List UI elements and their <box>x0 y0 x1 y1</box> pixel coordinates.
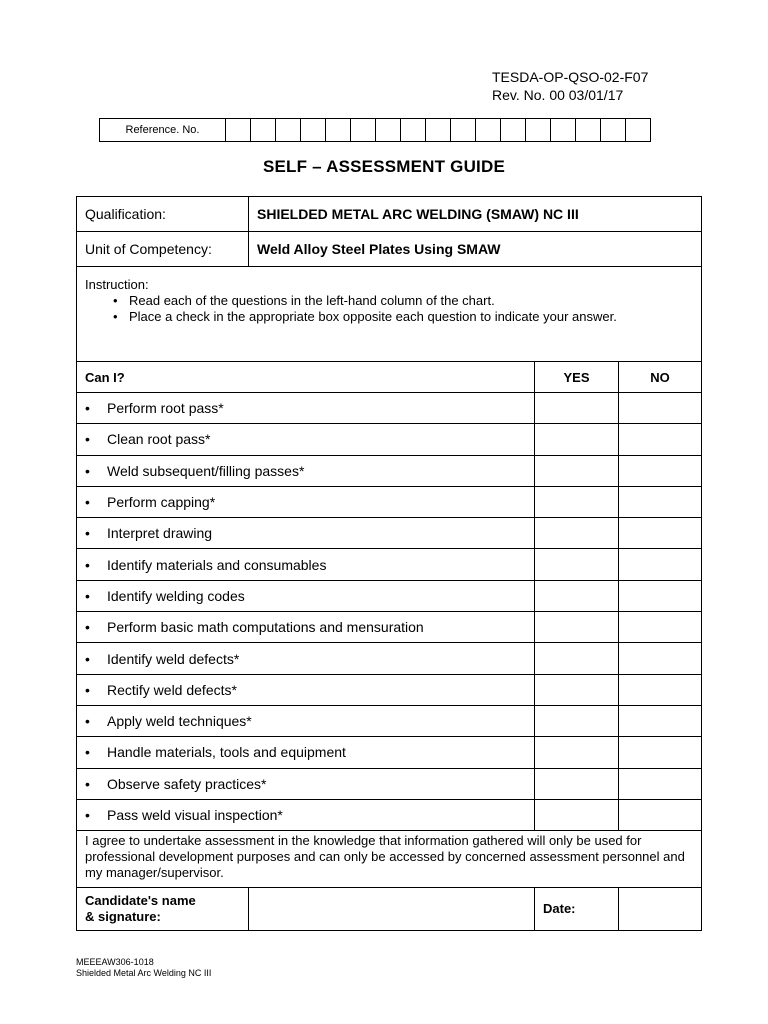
unit-row <box>77 232 702 267</box>
yes-checkbox-cell[interactable] <box>535 580 619 611</box>
column-header-no: NO <box>619 362 702 393</box>
question-cell <box>77 518 535 549</box>
reference-digit-box[interactable] <box>276 119 301 142</box>
qualification-row <box>77 197 702 232</box>
reference-digit-box[interactable] <box>476 119 501 142</box>
no-checkbox-cell[interactable] <box>619 455 702 486</box>
assessment-table <box>76 196 702 931</box>
yes-checkbox-cell[interactable] <box>535 518 619 549</box>
reference-digit-box[interactable] <box>626 119 651 142</box>
question-text: Rectify weld defects* <box>107 681 237 698</box>
unit-label: Unit of Competency: <box>77 232 249 267</box>
consent-text: I agree to undertake assessment in the knowledge that information gathered will only be used for professional development purposes and can only be accessed by concerned assessment personnel and my manager/supervisor. <box>77 831 702 888</box>
yes-checkbox-cell[interactable] <box>535 705 619 736</box>
no-checkbox-cell[interactable] <box>619 580 702 611</box>
question-row <box>77 424 702 455</box>
reference-digit-box[interactable] <box>426 119 451 142</box>
question-text: Pass weld visual inspection* <box>107 807 283 823</box>
instruction-item: • Read each of the questions in the left-hand column of the chart. <box>113 293 693 309</box>
table-header-row <box>77 362 702 393</box>
question-text: Handle materials, tools and equipment <box>107 744 346 761</box>
yes-checkbox-cell[interactable] <box>535 424 619 455</box>
yes-checkbox-cell[interactable] <box>535 799 619 830</box>
yes-checkbox-cell[interactable] <box>535 455 619 486</box>
bullet-icon: • <box>85 807 90 823</box>
question-cell <box>77 612 535 643</box>
bullet-icon: • <box>85 681 90 698</box>
question-row <box>77 612 702 643</box>
consent-row <box>77 831 702 888</box>
bullet-icon: • <box>85 525 90 542</box>
question-row <box>77 580 702 611</box>
question-row <box>77 518 702 549</box>
yes-checkbox-cell[interactable] <box>535 737 619 768</box>
reference-number-field <box>99 118 651 142</box>
question-text: Identify materials and consumables <box>107 556 327 573</box>
yes-checkbox-cell[interactable] <box>535 768 619 799</box>
footer-qualification: Shielded Metal Arc Welding NC III <box>76 968 212 978</box>
question-cell <box>77 580 535 611</box>
date-label: Date: <box>535 888 619 931</box>
question-row <box>77 393 702 424</box>
form-identifier <box>492 68 648 104</box>
no-checkbox-cell[interactable] <box>619 768 702 799</box>
reference-digit-box[interactable] <box>526 119 551 142</box>
question-row <box>77 768 702 799</box>
instruction-item: • Place a check in the appropriate box opposite each question to indicate your answer. <box>113 309 693 325</box>
no-checkbox-cell[interactable] <box>619 643 702 674</box>
reference-label: Reference. No. <box>100 119 226 142</box>
question-text: Perform capping* <box>107 494 216 511</box>
no-checkbox-cell[interactable] <box>619 549 702 580</box>
question-cell <box>77 424 535 455</box>
reference-digit-box[interactable] <box>376 119 401 142</box>
question-row <box>77 643 702 674</box>
bullet-icon: • <box>85 650 90 667</box>
reference-digit-box[interactable] <box>226 119 251 142</box>
question-row <box>77 486 702 517</box>
question-row <box>77 674 702 705</box>
column-header-yes: YES <box>535 362 619 393</box>
column-header-question: Can I? <box>77 362 535 393</box>
no-checkbox-cell[interactable] <box>619 737 702 768</box>
question-text: Perform basic math computations and mensuration <box>107 619 424 636</box>
bullet-icon: • <box>85 431 90 448</box>
question-cell <box>77 486 535 517</box>
footer <box>76 957 211 979</box>
candidate-signature-field[interactable] <box>249 888 535 931</box>
yes-checkbox-cell[interactable] <box>535 674 619 705</box>
question-cell <box>77 643 535 674</box>
no-checkbox-cell[interactable] <box>619 393 702 424</box>
question-row <box>77 737 702 768</box>
instruction-list <box>85 293 693 325</box>
footer-code: MEEEAW306-1018 <box>76 957 154 967</box>
question-cell <box>77 705 535 736</box>
bullet-icon: • <box>85 744 90 761</box>
no-checkbox-cell[interactable] <box>619 424 702 455</box>
question-row <box>77 549 702 580</box>
reference-digit-box[interactable] <box>551 119 576 142</box>
unit-value: Weld Alloy Steel Plates Using SMAW <box>249 232 702 267</box>
question-cell <box>77 674 535 705</box>
bullet-icon: • <box>85 462 90 479</box>
bullet-icon: • <box>85 494 90 511</box>
qualification-value: SHIELDED METAL ARC WELDING (SMAW) NC III <box>249 197 702 232</box>
candidate-name-label <box>77 888 249 931</box>
question-row <box>77 799 702 830</box>
signature-row <box>77 888 702 931</box>
yes-checkbox-cell[interactable] <box>535 549 619 580</box>
question-cell <box>77 455 535 486</box>
instruction-cell <box>77 267 702 362</box>
no-checkbox-cell[interactable] <box>619 705 702 736</box>
yes-checkbox-cell[interactable] <box>535 486 619 517</box>
instruction-row <box>77 267 702 362</box>
question-text: Identify welding codes <box>107 587 245 604</box>
reference-digit-box[interactable] <box>251 119 276 142</box>
question-text: Apply weld techniques* <box>107 713 252 730</box>
reference-digit-box[interactable] <box>326 119 351 142</box>
question-text: Weld subsequent/filling passes* <box>107 462 305 479</box>
question-cell <box>77 768 535 799</box>
question-cell <box>77 737 535 768</box>
bullet-icon: • <box>85 713 90 730</box>
yes-checkbox-cell[interactable] <box>535 393 619 424</box>
reference-digit-box[interactable] <box>576 119 601 142</box>
question-text: Identify weld defects* <box>107 650 240 667</box>
revision-number: Rev. No. 00 03/01/17 <box>492 87 624 103</box>
question-row <box>77 705 702 736</box>
question-text: Perform root pass* <box>107 400 224 417</box>
bullet-icon: • <box>85 587 90 604</box>
no-checkbox-cell[interactable] <box>619 799 702 830</box>
question-row <box>77 455 702 486</box>
no-checkbox-cell[interactable] <box>619 674 702 705</box>
page-title: SELF – ASSESSMENT GUIDE <box>262 157 505 176</box>
candidate-name-label-line2: & signature: <box>85 909 161 925</box>
bullet-icon: • <box>85 619 90 636</box>
question-text: Interpret drawing <box>107 525 213 542</box>
reference-digit-box[interactable] <box>501 119 526 142</box>
reference-digit-box[interactable] <box>601 119 626 142</box>
yes-checkbox-cell[interactable] <box>535 643 619 674</box>
candidate-name-label-line1: Candidate's name <box>85 893 196 909</box>
question-text: Clean root pass* <box>107 431 211 448</box>
bullet-icon: • <box>85 775 90 792</box>
qualification-label: Qualification: <box>77 197 249 232</box>
question-text: Observe safety practices* <box>107 775 267 792</box>
instruction-label: Instruction: <box>85 277 149 292</box>
yes-checkbox-cell[interactable] <box>535 612 619 643</box>
question-cell <box>77 799 535 830</box>
reference-digit-box[interactable] <box>401 119 426 142</box>
reference-digit-box[interactable] <box>351 119 376 142</box>
bullet-icon: • <box>85 400 90 417</box>
form-code: TESDA-OP-QSO-02-F07 <box>492 69 649 85</box>
bullet-icon: • <box>85 556 90 573</box>
no-checkbox-cell[interactable] <box>619 612 702 643</box>
question-cell <box>77 393 535 424</box>
no-checkbox-cell[interactable] <box>619 518 702 549</box>
reference-digit-box[interactable] <box>451 119 476 142</box>
reference-digit-box[interactable] <box>301 119 326 142</box>
question-cell <box>77 549 535 580</box>
no-checkbox-cell[interactable] <box>619 486 702 517</box>
date-field[interactable] <box>619 888 702 931</box>
